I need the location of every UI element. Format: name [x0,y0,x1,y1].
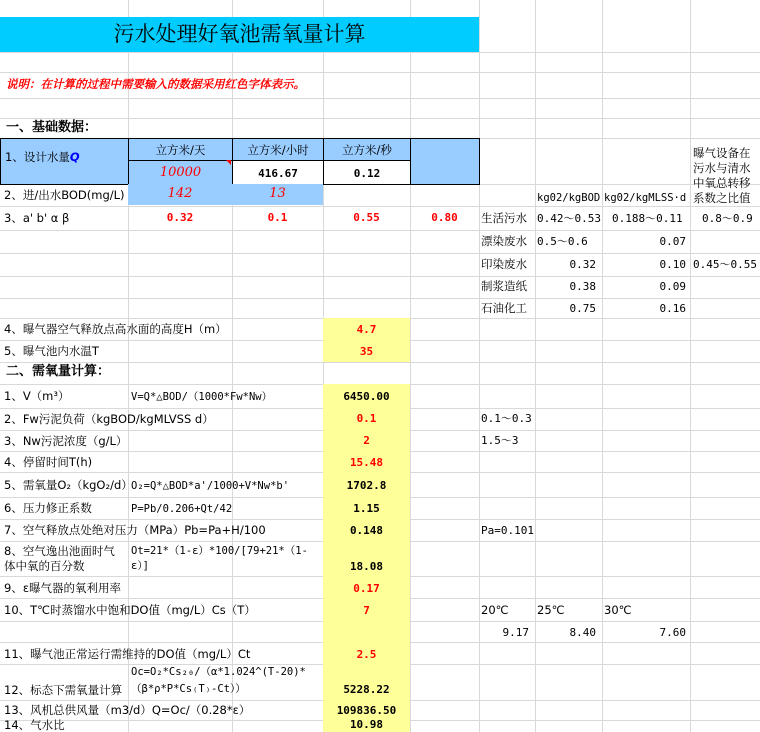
unit-per-hour: 立方米/小时 [232,138,324,161]
std-label: 12、标态下需氧量计算 [4,683,123,697]
bod-in-input[interactable]: 142 [128,184,232,205]
ref-row-name: 石油化工 [481,301,527,315]
ref-row-b: 0.07 [659,235,686,248]
sat-temp-20: 20℃ [481,603,509,617]
std-value: 5228.22 [343,683,390,696]
ref-row-a: 0.32 [569,258,596,271]
flow-label-cell [0,138,129,185]
flow-blank-cell [410,138,480,185]
std-formula-2: （β*ρ*P*Cs₍T₎-Ct）） [131,683,246,695]
unit-per-second: 立方米/秒 [323,138,411,161]
flow-second-value: 0.12 [323,160,411,185]
calc-input[interactable]: 2 [363,434,370,447]
calc-label: 1、V（m³） [4,389,70,403]
calc-label: 2、Fw污泥负荷（kgBOD/kgMLVSS d） [4,412,214,426]
bod-label: 2、进/出水BOD(mg/L) [4,188,125,202]
ref-row-name: 漂染废水 [481,234,527,248]
sat-label: 10、T℃时蒸馏水中饱和DO值（mg/L）Cs（T） [4,603,256,617]
coef-alpha[interactable]: 0.55 [353,211,380,224]
section-basic-data: 一、基础数据： [6,120,98,135]
do-input[interactable]: 2.5 [356,648,377,661]
ref-row-a: 0.38 [569,280,596,293]
ref-row-b: 0.10 [659,258,686,271]
calc-label: 6、压力修正系数 [4,501,92,515]
std-formula-1: Oc=O₂*Cs₂₀/（α*1.024^(T-20)* [131,666,306,678]
calc-formula: O₂=Q*△BOD*a'/1000+V*Nw*b' [131,480,290,492]
comment-marker [226,160,231,165]
temp-input[interactable]: 35 [359,345,374,358]
calc-label: 4、停留时间T(h) [4,455,93,469]
ref-header-ratio: 曝气设备在污水与清水中氧总转移系数之比值 [693,146,751,205]
air-label-2: 体中氧的百分数 [4,559,85,573]
ref-row-ratio: 0.45～0.55 [693,258,757,271]
airflow-value: 109836.50 [336,704,397,717]
calc-value: 6450.00 [343,390,390,403]
instruction-note: 说明：在计算的过程中需要输入的数据采用红色字体表示。 [6,77,305,91]
airflow-label: 13、风机总供风量（m3/d）Q=Oc/（0.28*ε） [4,703,251,717]
flow-label: 1、设计水量 [5,150,70,164]
calc-formula: P=Pb/0.206+Qt/42 [131,503,233,515]
do-label: 11、曝气池正常运行需维持的DO值（mg/L）Ct [4,647,251,661]
ref-row-a: 0.75 [569,302,596,315]
calc-label: 3、Nw污泥浓度（g/L） [4,434,128,448]
calc-value: 1702.8 [346,479,387,492]
air-value: 18.08 [349,560,384,573]
coef-beta[interactable]: 0.80 [431,211,458,224]
coef-a[interactable]: 0.32 [166,211,194,224]
sat-input[interactable]: 7 [363,604,370,617]
sat-temp-25: 25℃ [537,603,565,617]
height-label: 4、曝气器空气释放点高水面的高度H（m） [4,322,227,336]
temp-label: 5、曝气池内水温T [4,344,99,358]
ref-row-a: 0.42～0.53 [537,212,601,225]
coef-label: 3、a' b' α β [4,211,70,225]
sat-value-25: 8.40 [569,626,596,639]
ref-row-b: 0.09 [659,280,686,293]
coef-b[interactable]: 0.1 [267,211,288,224]
ratio-label: 14、气水比 [4,718,65,732]
ref-row-ratio: 0.8～0.9 [702,212,753,225]
ref-row-b: 0.16 [659,302,686,315]
calc-value: 1.15 [353,502,380,515]
calc-label: 5、需氧量O₂（kgO₂/d） [4,478,133,492]
page-title: 污水处理好氧池需氧量计算 [113,22,366,46]
eff-label: 9、ε曝气器的氧利用率 [4,581,122,595]
flow-hour-value: 416.67 [232,160,324,185]
ratio-value: 10.98 [349,718,384,731]
ref-row-a: 0.5～0.6 [537,235,588,248]
flow-q: Q [69,150,80,164]
air-formula-1: Ot=21*（1-ε）*100/[79+21*（1- [131,545,308,557]
calc-input[interactable]: 0.1 [356,412,377,425]
ref-row-name: 生活污水 [481,211,527,225]
calc-note: 1.5～3 [481,434,519,447]
unit-per-day: 立方米/天 [128,138,233,161]
calc-formula: V=Q*△BOD/（1000*Fw*Nw） [131,391,273,403]
height-input[interactable]: 4.7 [356,323,377,336]
ref-header-bod: kg02/kgBOD [537,192,601,204]
calc-note: 0.1～0.3 [481,412,532,425]
calc-note: Pa=0.101 [481,524,534,537]
eff-input[interactable]: 0.17 [353,582,380,595]
calc-value: 0.148 [349,524,384,537]
ref-header-mlss: kg02/kgMLSS·d [604,192,687,204]
bod-out-input[interactable]: 13 [232,184,323,205]
section-oxygen-calc: 二、需氧量计算： [6,364,111,379]
sat-temp-30: 30℃ [604,603,632,617]
sat-value-30: 7.60 [659,626,686,639]
ref-row-name: 制浆造纸 [481,279,527,293]
ref-row-name: 印染废水 [481,257,527,271]
flow-day-input[interactable]: 10000 [128,160,233,185]
calc-label: 7、空气释放点处绝对压力（MPa）Pb=Pa+H/100 [4,523,266,537]
ref-row-b: 0.188～0.11 [612,212,683,225]
air-formula-2: ε）] [131,560,149,572]
calc-value: 15.48 [349,456,384,469]
sat-value-20: 9.17 [502,626,529,639]
air-label-1: 8、空气逸出池面时气 [4,544,115,558]
